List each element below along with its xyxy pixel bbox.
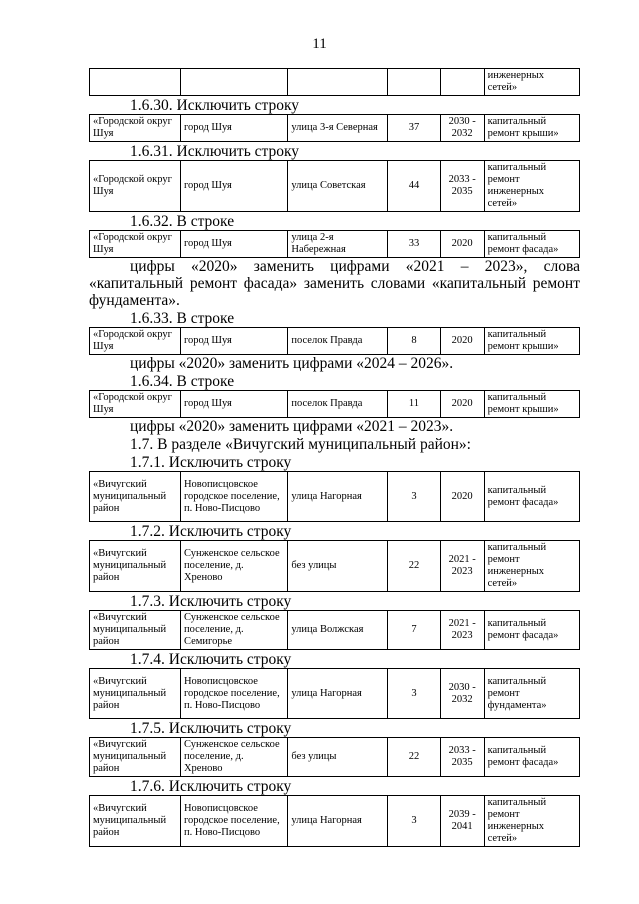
table-cell (288, 69, 388, 96)
table-row (90, 738, 580, 777)
table-cell: «Городской округ Шуя (90, 231, 181, 258)
table-cell: 2020 (440, 328, 484, 355)
table-cell: город Шуя (180, 115, 287, 142)
row-table (89, 610, 580, 650)
table-cell: «Городской округ Шуя (90, 328, 181, 355)
table-cell: город Шуя (180, 391, 287, 418)
table-cell: капитальный ремонт крыши» (484, 115, 579, 142)
table-cell: 22 (388, 541, 441, 592)
table-cell: 2020 (440, 472, 484, 522)
table-cell (388, 69, 441, 96)
section-heading: 1.7.1. Исключить строку (130, 454, 292, 471)
table-cell: капитальный ремонт фасада» (484, 611, 579, 650)
amendment-text: цифры «2020» заменить цифрами «2021 – 2023». (130, 418, 454, 435)
row-table (89, 795, 580, 847)
row-table (89, 160, 580, 212)
table-cell: 2033 - 2035 (440, 738, 484, 777)
row-table (89, 471, 580, 522)
page-number: 11 (312, 36, 327, 52)
table-cell: поселок Правда (288, 328, 388, 355)
table-cell: капитальный ремонт крыши» (484, 391, 579, 418)
table-cell: улица Нагорная (288, 669, 388, 719)
table-cell: 2030 - 2032 (440, 115, 484, 142)
section-heading: 1.7.6. Исключить строку (130, 778, 292, 795)
table-cell: «Вичугский муниципальный район (90, 738, 181, 777)
table-cell: «Вичугский муниципальный район (90, 472, 181, 522)
table-cell: 2030 - 2032 (440, 669, 484, 719)
table-cell: 3 (388, 796, 441, 847)
section-heading: 1.6.30. Исключить строку (130, 97, 300, 114)
table-cell: 22 (388, 738, 441, 777)
table-cell: инженерных сетей» (484, 69, 579, 96)
table-cell: капитальный ремонт инженерных сетей» (484, 796, 579, 847)
table-cell: 2020 (440, 391, 484, 418)
amendment-text: цифры «2020» заменить цифрами «2021 – 2023», слова «капитальный ремонт фасада» заменить словами «капитальный ремонт фундамента». (89, 258, 580, 309)
table-cell: Новописцовское городское поселение, п. Ново-Писцово (180, 796, 287, 847)
table-cell: улица 3-я Северная (288, 115, 388, 142)
table-cell: «Городской округ Шуя (90, 115, 181, 142)
table-row (90, 231, 580, 258)
section-heading: 1.7.5. Исключить строку (130, 720, 292, 737)
section-heading: 1.7.2. Исключить строку (130, 523, 292, 540)
table-row (90, 161, 580, 212)
table-cell: 11 (388, 391, 441, 418)
table-cell: капитальный ремонт фасада» (484, 472, 579, 522)
table-cell: улица Нагорная (288, 796, 388, 847)
table-cell: улица Волжская (288, 611, 388, 650)
table-cell: Новописцовское городское поселение, п. Ново-Писцово (180, 472, 287, 522)
table-cell: 2021 - 2023 (440, 611, 484, 650)
table-row (90, 69, 580, 96)
row-table (89, 390, 580, 418)
table-cell: улица 2-я Набережная (288, 231, 388, 258)
row-table (89, 737, 580, 777)
table-cell: улица Советская (288, 161, 388, 212)
table-cell: Новописцовское городское поселение, п. Ново-Писцово (180, 669, 287, 719)
table-cell: Сунженское сельское поселение, д. Хреново (180, 541, 287, 592)
table-row (90, 541, 580, 592)
row-table (89, 540, 580, 592)
table-cell: 2021 - 2023 (440, 541, 484, 592)
section-heading: 1.6.33. В строке (130, 310, 235, 327)
table-cell: капитальный ремонт инженерных сетей» (484, 541, 579, 592)
table-cell: 3 (388, 472, 441, 522)
table-cell: 33 (388, 231, 441, 258)
table-cell: «Городской округ Шуя (90, 161, 181, 212)
table-cell: без улицы (288, 738, 388, 777)
row-table (89, 230, 580, 258)
section-heading: 1.7. В разделе «Вичугский муниципальный район»: (130, 436, 471, 453)
table-cell: «Городской округ Шуя (90, 391, 181, 418)
section-heading: 1.6.34. В строке (130, 373, 235, 390)
table-cell: капитальный ремонт фасада» (484, 231, 579, 258)
table-cell: Сунженское сельское поселение, д. Хреново (180, 738, 287, 777)
table-cell: 2020 (440, 231, 484, 258)
table-cell: капитальный ремонт фундамента» (484, 669, 579, 719)
table-cell: город Шуя (180, 328, 287, 355)
table-row (90, 328, 580, 355)
table-cell: 3 (388, 669, 441, 719)
section-heading: 1.6.32. В строке (130, 213, 235, 230)
table-cell (440, 69, 484, 96)
table-cell: город Шуя (180, 161, 287, 212)
table-cell: «Вичугский муниципальный район (90, 796, 181, 847)
document-body (89, 68, 580, 847)
table-cell (180, 69, 287, 96)
section-heading: 1.6.31. Исключить строку (130, 143, 300, 160)
table-cell: Сунженское сельское поселение, д. Семигорье (180, 611, 287, 650)
table-cell: капитальный ремонт фасада» (484, 738, 579, 777)
row-table (89, 668, 580, 719)
table-cell: без улицы (288, 541, 388, 592)
table-cell: 2039 - 2041 (440, 796, 484, 847)
table-row (90, 115, 580, 142)
table-cell: капитальный ремонт крыши» (484, 328, 579, 355)
table-cell: поселок Правда (288, 391, 388, 418)
table-row (90, 472, 580, 522)
table-cell: 8 (388, 328, 441, 355)
table-row (90, 669, 580, 719)
table-row (90, 611, 580, 650)
table-cell: 2033 - 2035 (440, 161, 484, 212)
section-heading: 1.7.4. Исключить строку (130, 651, 292, 668)
table-cell: «Вичугский муниципальный район (90, 611, 181, 650)
continuation-table (89, 68, 580, 96)
section-heading: 1.7.3. Исключить строку (130, 593, 292, 610)
table-cell: город Шуя (180, 231, 287, 258)
table-cell: «Вичугский муниципальный район (90, 541, 181, 592)
table-cell: «Вичугский муниципальный район (90, 669, 181, 719)
table-cell: улица Нагорная (288, 472, 388, 522)
table-row (90, 796, 580, 847)
amendment-text: цифры «2020» заменить цифрами «2024 – 2026». (130, 355, 454, 372)
table-row (90, 391, 580, 418)
table-cell: 37 (388, 115, 441, 142)
row-table (89, 114, 580, 142)
row-table (89, 327, 580, 355)
table-cell: капитальный ремонт инженерных сетей» (484, 161, 579, 212)
table-cell (90, 69, 181, 96)
table-cell: 44 (388, 161, 441, 212)
table-cell: 7 (388, 611, 441, 650)
